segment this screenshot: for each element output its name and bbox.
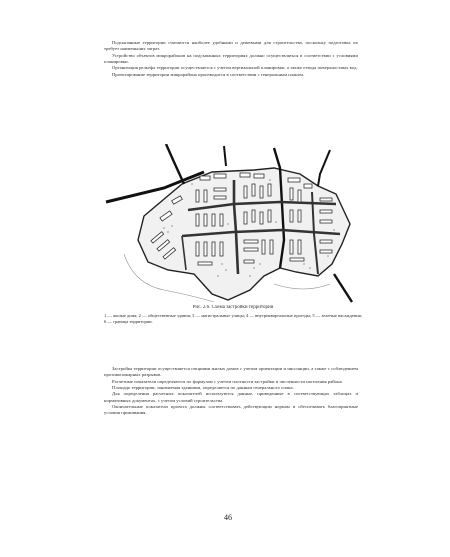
paragraph: Устройство объектов микрорайонов на подсыпанных территориях должно осуществляться в соответствии с условиями планировки. — [104, 52, 358, 65]
district-plan-drawing — [104, 144, 362, 304]
bottom-text-block — [104, 366, 358, 417]
caption-title: Рис. 2.6. Схема застройки территории — [192, 305, 274, 310]
page-number: 46 — [224, 513, 232, 522]
paragraph: Организация рельефа территории осуществляется с учетом вертикальной планировки, а также отвода поверхностных вод. — [112, 65, 358, 71]
paragraph: Для определения расчетных показателей используются данные, приведенные в соответствующих таблицах и нормативных документах, с учетом условий строительства. — [104, 391, 358, 403]
paragraph: Подсыпанные территории считаются наиболее удобными и дешевыми для строительства, поскольку подготовка их требует наименьших затрат. — [104, 40, 358, 52]
paragraph: Окончательные показатели проекта должны соответствовать действующим нормам и обеспечивать благоприятные условия проживания. — [104, 404, 358, 416]
top-text-block — [104, 40, 358, 78]
figure-caption — [104, 305, 362, 325]
paragraph: Расчетные показатели определяются по формулам с учетом плотности застройки и численности населения района. — [112, 378, 343, 384]
paragraph: Проектирование территории микрорайона производится в соответствии с генеральным планом. — [112, 71, 305, 77]
paragraph: Площадь территории, занимаемая зданиями, определяется по данным генерального плана. — [112, 385, 294, 391]
caption-legend: 1 — жилые дома; 2 — общественные здания; 3 — магистральные улицы; 4 — внутриквартальные проезды; 5 — зеленые насаждения; 6 — граница территории. — [104, 313, 362, 324]
district-plan-figure — [104, 144, 362, 304]
paragraph: Застройка территории осуществляется секциями жилых домов с учетом ориентации и инсоляции, а также с соблюдением противопожарных разрывов. — [104, 366, 358, 378]
